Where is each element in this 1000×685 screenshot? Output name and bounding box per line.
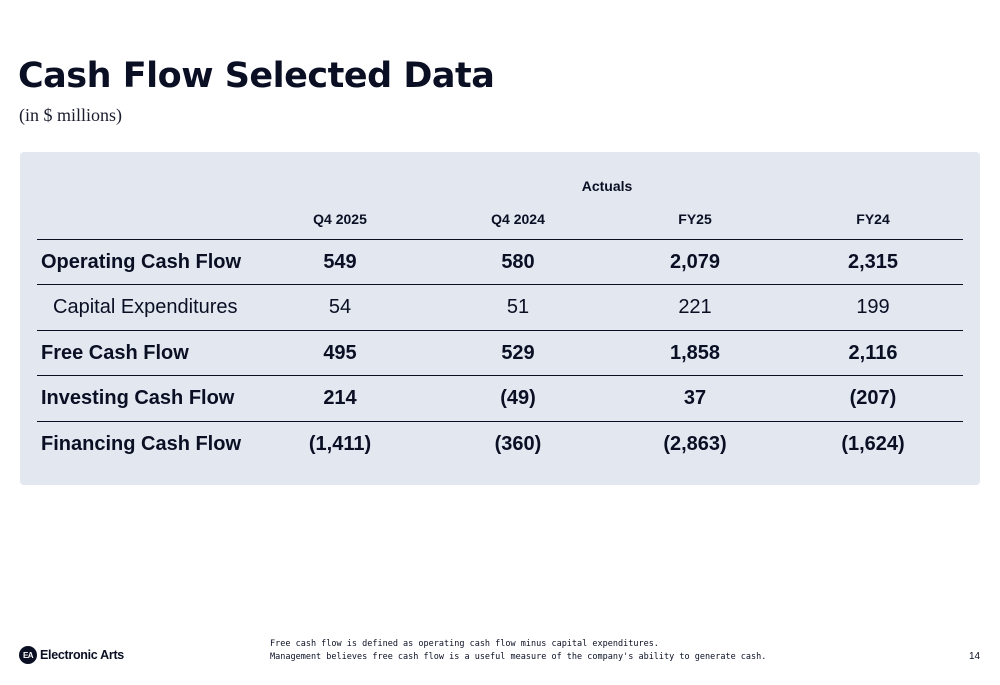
table-row-capital-expenditures [37,284,963,330]
company-name: Electronic Arts [40,648,124,662]
table-cell: (360) [494,433,542,455]
group-header-actuals: Actuals [581,178,633,194]
table-cell: (49) [500,387,536,409]
company-logo [19,645,124,665]
table-cell: 2,315 [847,251,899,273]
table-row-operating-cash-flow [37,239,963,285]
page-title: Cash Flow Selected Data [18,56,495,96]
ea-logo-icon: EA [19,646,37,664]
footnote [270,638,766,664]
row-label: Capital Expenditures [53,296,238,318]
table-cell: (1,624) [841,433,905,455]
table-cell: 37 [683,387,707,409]
data-table-panel [20,152,980,485]
table-cell: 549 [323,251,357,273]
row-label: Free Cash Flow [41,342,189,364]
table-cell: 529 [501,342,535,364]
table-cell: 214 [323,387,357,409]
footnote-line: Management believes free cash flow is a useful measure of the company's ability to generate cash. [270,652,767,662]
table-cell: 199 [856,296,890,318]
table-cell: 580 [501,251,535,273]
row-label: Investing Cash Flow [41,387,235,409]
table-cell: 1,858 [669,342,721,364]
table-cell: (207) [849,387,897,409]
row-label: Financing Cash Flow [41,433,242,455]
column-header-q4-2024: Q4 2024 [491,211,545,227]
table-cell: (2,863) [663,433,727,455]
table-cell: (1,411) [308,433,372,455]
column-header-q4-2025: Q4 2025 [313,211,367,227]
table-cell: 54 [328,296,352,318]
column-header-fy24: FY24 [856,211,890,227]
table-cell: 221 [678,296,712,318]
table-row-financing-cash-flow [37,421,963,467]
table-cell: 51 [506,296,530,318]
footnote-line: Free cash flow is defined as operating cash flow minus capital expenditures. [270,639,659,649]
table-cell: 2,116 [848,342,898,364]
row-label: Operating Cash Flow [41,251,242,273]
table-row-free-cash-flow [37,330,963,376]
table-cell: 2,079 [669,251,721,273]
page-subtitle: (in $ millions) [19,105,122,125]
column-header-fy25: FY25 [678,211,712,227]
page-number: 14 [969,651,981,662]
table-cell: 495 [323,342,357,364]
table-row-investing-cash-flow [37,375,963,421]
